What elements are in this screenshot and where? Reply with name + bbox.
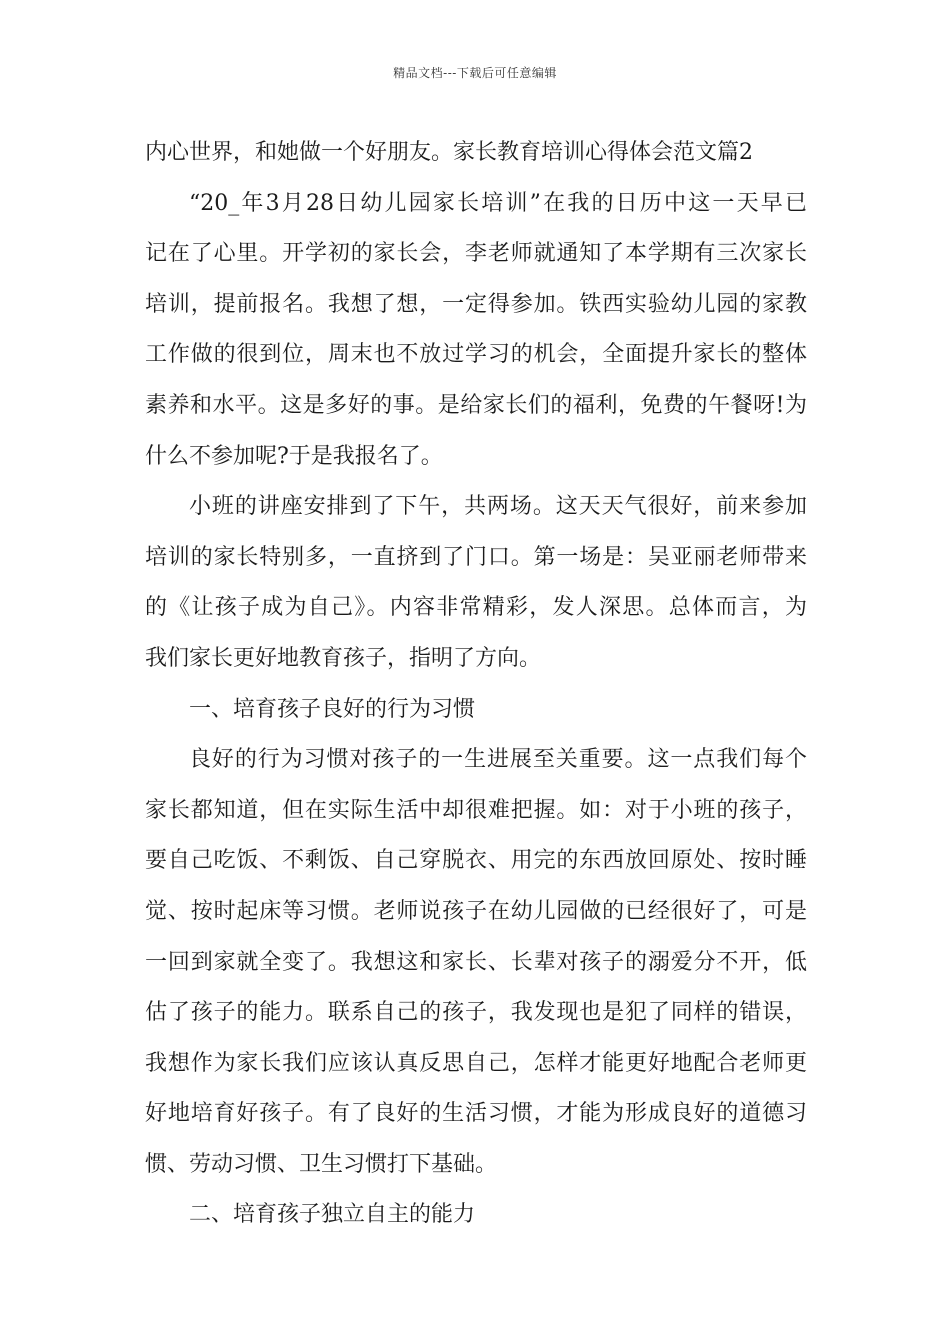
page-header: 精品文档---下载后可任意编辑 xyxy=(393,66,557,80)
text-line: 觉、按时起床等习惯。老师说孩子在幼儿园做的已经很好了，可是 xyxy=(145,898,807,924)
section-heading: 二、培育孩子独立自主的能力 xyxy=(189,1202,476,1228)
text-line: 小班的讲座安排到了下午，共两场。这天天气很好，前来参加 xyxy=(189,494,807,520)
text-line: 的《让孩子成为自己》。内容非常精彩，发人深思。总体而言，为 xyxy=(145,595,807,621)
document-body xyxy=(145,128,807,1241)
text-line: 记在了心里。开学初的家长会，李老师就通知了本学期有三次家长 xyxy=(145,241,807,267)
text-line: 我们家长更好地教育孩子，指明了方向。 xyxy=(145,645,542,671)
text-line: 一回到家就全变了。我想这和家长、长辈对孩子的溺爱分不开，低 xyxy=(145,949,807,975)
text-line: 良好的行为习惯对孩子的一生进展至关重要。这一点我们每个 xyxy=(189,747,807,773)
text-line: 素养和水平。这是多好的事。是给家长们的福利，免费的午餐呀!为 xyxy=(145,392,807,418)
text-line: 家长都知道，但在实际生活中却很难把握。如：对于小班的孩子， xyxy=(145,797,807,823)
text-line: 我想作为家长我们应该认真反思自己，怎样才能更好地配合老师更 xyxy=(145,1050,807,1076)
text-line: “20_年3月28日幼儿园家长培训”在我的日历中这一天早已 xyxy=(189,190,807,216)
text-line: 估了孩子的能力。联系自己的孩子，我发现也是犯了同样的错误， xyxy=(145,1000,807,1026)
text-line: 培训，提前报名。我想了想，一定得参加。铁西实验幼儿园的家教 xyxy=(145,291,807,317)
text-line: 工作做的很到位，周末也不放过学习的机会，全面提升家长的整体 xyxy=(145,342,807,368)
text-line: 惯、劳动习惯、卫生习惯打下基础。 xyxy=(145,1151,498,1177)
text-line: 什么不参加呢?于是我报名了。 xyxy=(145,443,443,469)
text-line: 好地培育好孩子。有了良好的生活习惯，才能为形成良好的道德习 xyxy=(145,1101,807,1127)
section-heading: 一、培育孩子良好的行为习惯 xyxy=(189,696,476,722)
text-line: 要自己吃饭、不剩饭、自己穿脱衣、用完的东西放回原处、按时睡 xyxy=(145,848,807,874)
text-line: 培训的家长特别多，一直挤到了门口。第一场是：吴亚丽老师带来 xyxy=(145,544,807,570)
text-line: 内心世界，和她做一个好朋友。家长教育培训心得体会范文篇2 xyxy=(145,140,753,165)
